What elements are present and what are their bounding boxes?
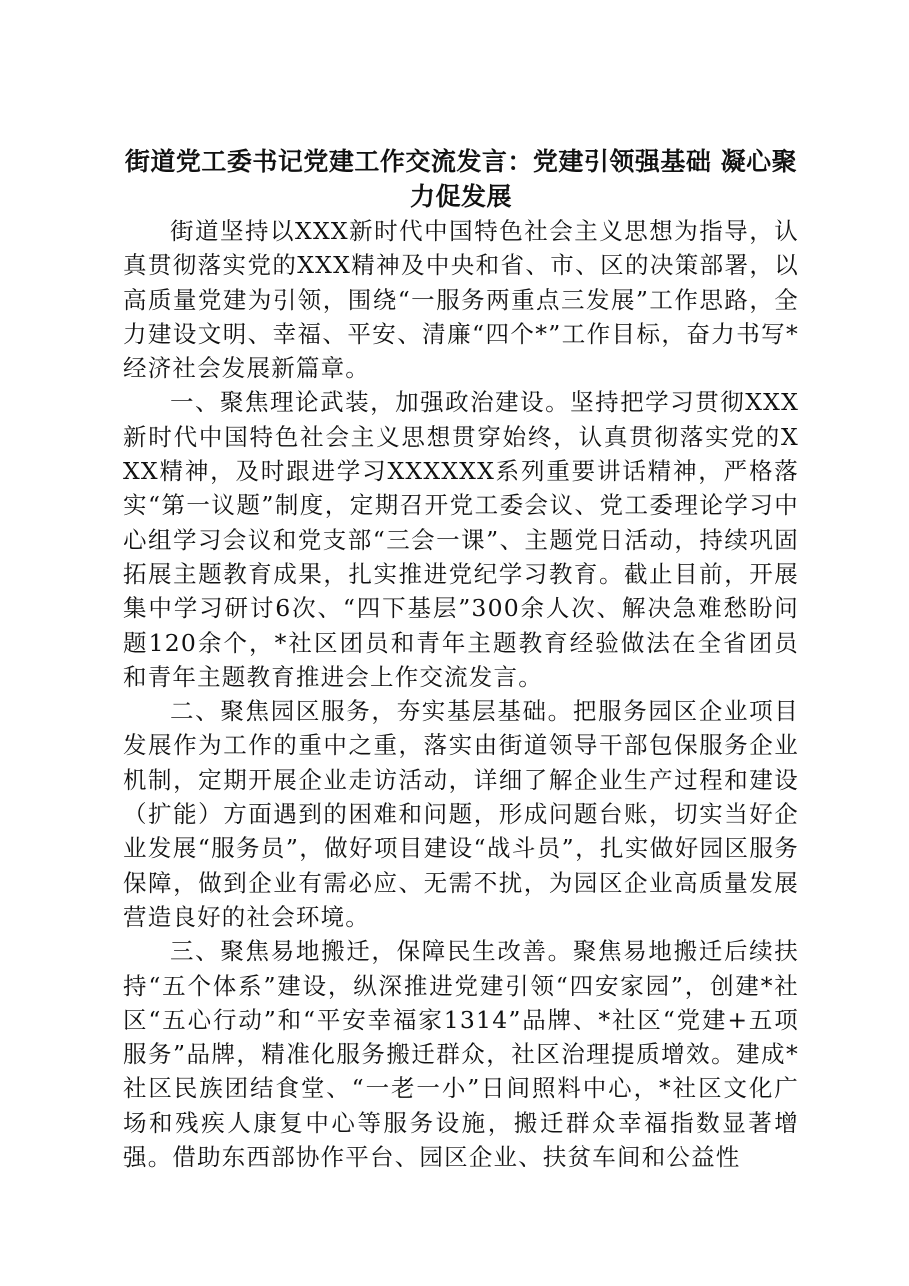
section-two-paragraph: 二、聚焦园区服务，夯实基层基础。把服务园区企业项目发展作为工作的重中之重，落实由街道领导干部包保服务企业机制，定期开展企业走访活动，详细了解企业生产过程和建设（扩能）方面遇到的困难和问题，形成问题台账，切实当好企业发展“服务员”，做好项目建设“战斗员”，扎实做好园区服务保障，做到企业有需必应、无需不扰，为园区企业高质量发展营造良好的社会环境。 [123,697,799,931]
document-body [123,144,799,1174]
intro-paragraph: 街道坚持以XXX新时代中国特色社会主义思想为指导，认真贯彻落实党的XXX精神及中央和省、市、区的决策部署，以高质量党建为引领，围绕“一服务两重点三发展”工作思路，全力建设文明、幸福、平安、清廉“四个*”工作目标，奋力书写*经济社会发展新篇章。 [123,217,799,383]
document-title: 街道党工委书记党建工作交流发言：党建引领强基础 凝心聚力促发展 [124,147,798,211]
section-three-paragraph: 三、聚焦易地搬迁，保障民生改善。聚焦易地搬迁后续扶持“五个体系”建设，纵深推进党建引领“四安家园”，创建*社区“五心行动”和“平安幸福家1314”品牌、*社区“党建+五项服务”品牌，精准化服务搬迁群众，社区治理提质增效。建成*社区民族团结食堂、“一老一小”日间照料中心，*社区文化广场和残疾人康复中心等服务设施，搬迁群众幸福指数显著增强。借助东西部协作平台、园区企业、扶贫车间和公益性 [123,937,799,1172]
section-one-paragraph: 一、聚焦理论武装，加强政治建设。坚持把学习贯彻XXX新时代中国特色社会主义思想贯穿始终，认真贯彻落实党的XXX精神，及时跟进学习XXXXXX系列重要讲话精神，严格落实“第一议题”制度，定期召开党工委会议、党工委理论学习中心组学习会议和党支部“三会一课”、主题党日活动，持续巩固拓展主题教育成果，扎实推进党纪学习教育。截止目前，开展集中学习研讨6次、“四下基层”300余人次、解决急难愁盼问题120余个，*社区团员和青年主题教育经验做法在全省团员和青年主题教育推进会上作交流发言。 [123,388,799,691]
